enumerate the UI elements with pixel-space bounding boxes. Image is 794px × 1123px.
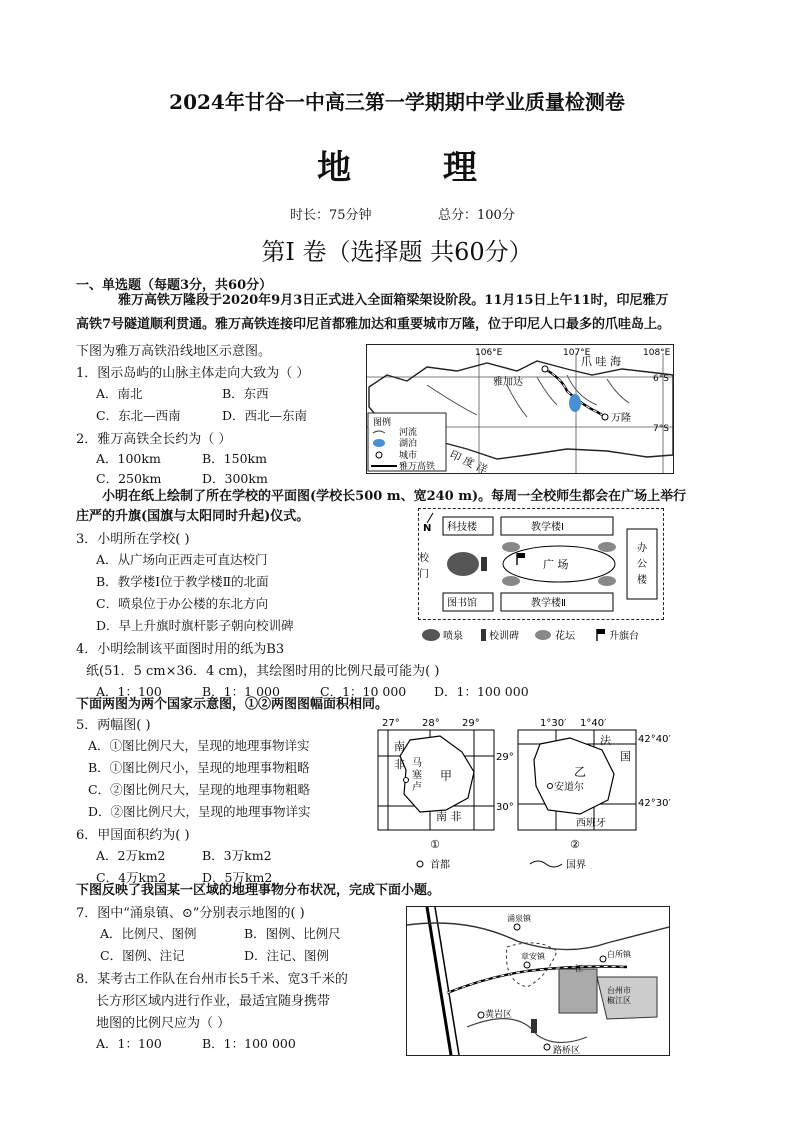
- q6-option-c[interactable]: C．4万km2: [96, 870, 166, 885]
- question-1: 1．图示岛屿的山脉主体走向大致为（ ）: [76, 366, 310, 381]
- question-2: 2．雅万高铁全长约为（ ）: [76, 432, 232, 447]
- q3-option-a[interactable]: A．从广场向正西走可直达校门: [96, 552, 268, 567]
- q1-option-b[interactable]: B．东西: [222, 386, 269, 401]
- river-label: 江: [575, 964, 583, 973]
- legend-flag-label: 升旗台: [609, 631, 639, 642]
- intro-paragraph-1b: 高铁7号隧道顺利贯通。雅万高铁连接印尼首都雅加达和重要城市万隆，位于印尼人口最多的爪哇岛上。: [76, 317, 671, 332]
- question-5: 5．两幅图( ): [76, 718, 151, 733]
- total-score-label: 总分：100分: [438, 208, 515, 223]
- monument: [481, 557, 487, 571]
- andorra-label: 安道尔: [554, 782, 584, 793]
- lon-106-label: 106°E: [475, 348, 503, 358]
- intro-paragraph-1c: 下图为雅万高铁沿线地区示意图。: [76, 344, 272, 359]
- q7-option-c[interactable]: C．图例、注记: [100, 948, 185, 963]
- fountain: [447, 552, 479, 576]
- q1-option-d[interactable]: D．西北—东南: [222, 408, 308, 423]
- city-icon: [376, 452, 382, 458]
- q3-option-d[interactable]: D．早上升旗时旗杆影子朝向校训碑: [96, 618, 294, 633]
- map-label-1: ①: [430, 838, 440, 851]
- gate-label-2: 门: [419, 569, 429, 580]
- map1-lat-29: 29°: [496, 752, 514, 763]
- map1-lon-28: 28°: [422, 718, 440, 729]
- gate-label-1: 校: [419, 553, 429, 564]
- java-railway-map: [366, 344, 674, 474]
- legend-monument-label: 校训碑: [489, 631, 519, 642]
- town-baisuo-label: 白所镇: [607, 950, 631, 959]
- intro-paragraph-4: 下图反映了我国某一区域的地理事物分布状况，完成下面小题。: [76, 883, 441, 898]
- legend-flower-label: 花坛: [555, 631, 575, 642]
- question-4: 4．小明绘制该平面图时用的纸为B3: [76, 642, 285, 657]
- intro-paragraph-2b: 庄严的升旗(国旗与太阳同时升起)仪式。: [76, 509, 310, 524]
- q4-option-c[interactable]: C．1：10 000: [320, 684, 407, 699]
- maseru-2: 塞: [412, 770, 422, 781]
- map2-lon-130: 1°30′: [540, 718, 567, 729]
- q5-option-d[interactable]: D．②图比例尺大，呈现的地理事物详实: [88, 804, 311, 819]
- map1-lon-29: 29°: [462, 718, 480, 729]
- indian-ocean-label: 印 度 洋: [447, 447, 490, 473]
- map2-lat-4230: 42°30′: [638, 798, 671, 809]
- town-zhangan-label: 章安镇: [521, 952, 545, 961]
- q4-option-d[interactable]: D．1：100 000: [434, 684, 529, 699]
- lon-108-label: 108°E: [643, 348, 671, 358]
- legend-river-label: 河流: [399, 428, 418, 438]
- q3-option-b[interactable]: B．教学楼Ⅰ位于教学楼Ⅱ的北面: [96, 574, 269, 589]
- legend-title: 图例: [373, 418, 392, 428]
- maseru-3: 卢: [412, 782, 422, 793]
- map1-lon-27: 27°: [382, 718, 400, 729]
- legend-city-label: 城市: [399, 451, 418, 461]
- library-label: 图书馆: [447, 598, 477, 609]
- legend-rail-label: 雅万高铁: [399, 462, 436, 472]
- map1-lat-30: 30°: [496, 802, 514, 813]
- south-africa-n-2: 非: [394, 758, 405, 771]
- q8-option-b[interactable]: B．1：100 000: [202, 1036, 296, 1051]
- school-plan-map: [418, 508, 664, 642]
- question-8-line3: 地图的比例尺应为（ ）: [96, 1016, 231, 1031]
- capital-icon: [417, 861, 423, 867]
- lat-6s-label: 6°S: [653, 374, 669, 384]
- q1-option-c[interactable]: C．东北—西南: [96, 408, 181, 423]
- legend-fountain-icon: [422, 629, 440, 641]
- jiaojiang-label-1: 台州市: [607, 986, 631, 995]
- q2-option-c[interactable]: C．250km: [96, 471, 162, 486]
- country-jia-label: 甲: [440, 769, 453, 783]
- q2-option-d[interactable]: D．300km: [202, 471, 268, 486]
- q6-option-b[interactable]: B．3万km2: [202, 848, 272, 863]
- lake-icon: [373, 439, 385, 447]
- q4-option-a[interactable]: A．1：100: [96, 684, 162, 699]
- question-4-cont: 纸(51．5 cm×36．4 cm)，其绘图时用的比例尺最可能为( ): [86, 664, 440, 679]
- q5-option-a[interactable]: A．①图比例尺大，呈现的地理事物详实: [88, 738, 310, 753]
- legend-monument-icon: [481, 629, 486, 641]
- legend-fountain-label: 喷泉: [443, 631, 463, 642]
- legend-capital-label: 首都: [430, 860, 450, 871]
- question-8-line2: 长方形区域内进行作业，最适宜随身携带: [96, 994, 331, 1009]
- map-label-2: ②: [570, 838, 580, 851]
- q5-option-c[interactable]: C．②图比例尺大，呈现的地理事物粗略: [88, 782, 311, 797]
- taizhou-map: [406, 906, 670, 1056]
- java-sea-label: 爪 哇 海: [581, 355, 621, 368]
- town-yongquan-label: 涌泉镇: [507, 914, 531, 923]
- question-6: 6．甲国面积约为( ): [76, 828, 190, 843]
- q7-option-d[interactable]: D．注记、图例: [244, 948, 330, 963]
- section-heading: 一、单选题（每题3分，共60分）: [76, 278, 273, 293]
- question-7: 7．图中“涌泉镇、⊙”分别表示地图的( ): [76, 906, 305, 921]
- subject-title: 地 理: [317, 148, 517, 188]
- france-1: 法: [600, 734, 611, 747]
- huangyan-district-label: 黄岩区: [485, 1010, 513, 1020]
- lon-107-label: 107°E: [563, 348, 591, 358]
- q4-option-b[interactable]: B．1：1 000: [202, 684, 280, 699]
- q7-option-b[interactable]: B．图例、比例尺: [244, 926, 341, 941]
- q2-option-b[interactable]: B．150km: [202, 451, 267, 466]
- duration-label: 时长：75分钟: [290, 208, 372, 223]
- map2-lon-140: 1°40′: [580, 718, 607, 729]
- q6-option-d[interactable]: D．5万km2: [202, 870, 273, 885]
- office-label-1: 办: [637, 543, 647, 554]
- maseru-1: 马: [412, 758, 422, 769]
- jiaojiang-label-2: 椒江区: [607, 996, 631, 1005]
- question-3: 3．小明所在学校( ): [76, 532, 190, 547]
- office-label-3: 楼: [637, 575, 647, 586]
- france-2: 国: [620, 750, 631, 763]
- intro-paragraph-2a: 小明在纸上绘制了所在学校的平面图(学校长500 m、宽240 m)。每周一全校师生都会在广场上举行: [102, 489, 687, 504]
- lat-7s-label: 7°S: [653, 424, 669, 434]
- jakarta-label: 雅加达: [493, 377, 523, 388]
- tech-building-label: 科技楼: [447, 522, 477, 533]
- luqiao-district-label: 路桥区: [553, 1046, 581, 1055]
- north-label: N: [423, 523, 432, 534]
- intro-paragraph-3: 下面两图为两个国家示意图，①②两图图幅面积相同。: [76, 697, 389, 712]
- legend-border-label: 国界: [566, 860, 586, 871]
- building-1-label: 教学楼Ⅰ: [531, 522, 564, 533]
- country-yi-label: 乙: [574, 765, 587, 779]
- spain-label: 西班牙: [576, 818, 606, 829]
- q6-option-a[interactable]: A．2万km2: [96, 848, 166, 863]
- q1-option-a[interactable]: A．南北: [96, 386, 143, 401]
- map2-lat-4240: 42°40′: [638, 734, 671, 745]
- office-label-2: 公: [637, 559, 647, 570]
- exam-title: 2024年甘谷一中高三第一学期期中学业质量检测卷: [169, 90, 625, 114]
- q7-option-a[interactable]: A．比例尺、图例: [100, 926, 197, 941]
- legend-flower-icon: [535, 630, 551, 640]
- question-8: 8．某考古工作队在台州市长5千米、宽3千米的: [76, 972, 348, 987]
- square-label: 广 场: [543, 558, 569, 571]
- q5-option-b[interactable]: B．①图比例尺小，呈现的地理事物粗略: [88, 760, 310, 775]
- south-africa-s-label: 南 非: [436, 810, 462, 823]
- q3-option-c[interactable]: C．喷泉位于办公楼的东北方向: [96, 596, 269, 611]
- south-africa-n-1: 南: [394, 740, 405, 753]
- q8-option-a[interactable]: A．1：100: [96, 1036, 162, 1051]
- border-icon: [530, 861, 562, 867]
- bandung-label: 万隆: [611, 413, 631, 424]
- legend-lake-label: 湖泊: [399, 439, 418, 449]
- q2-option-a[interactable]: A．100km: [96, 451, 161, 466]
- building-2-label: 教学楼Ⅱ: [531, 598, 566, 609]
- volume-title: 第Ⅰ 卷（选择题 共60分）: [261, 238, 533, 266]
- country-maps: [370, 714, 700, 874]
- intro-paragraph-1a: 雅万高铁万隆段于2020年9月3日正式进入全面箱梁架设阶段。11月15日上午11时，印尼雅万: [118, 293, 669, 308]
